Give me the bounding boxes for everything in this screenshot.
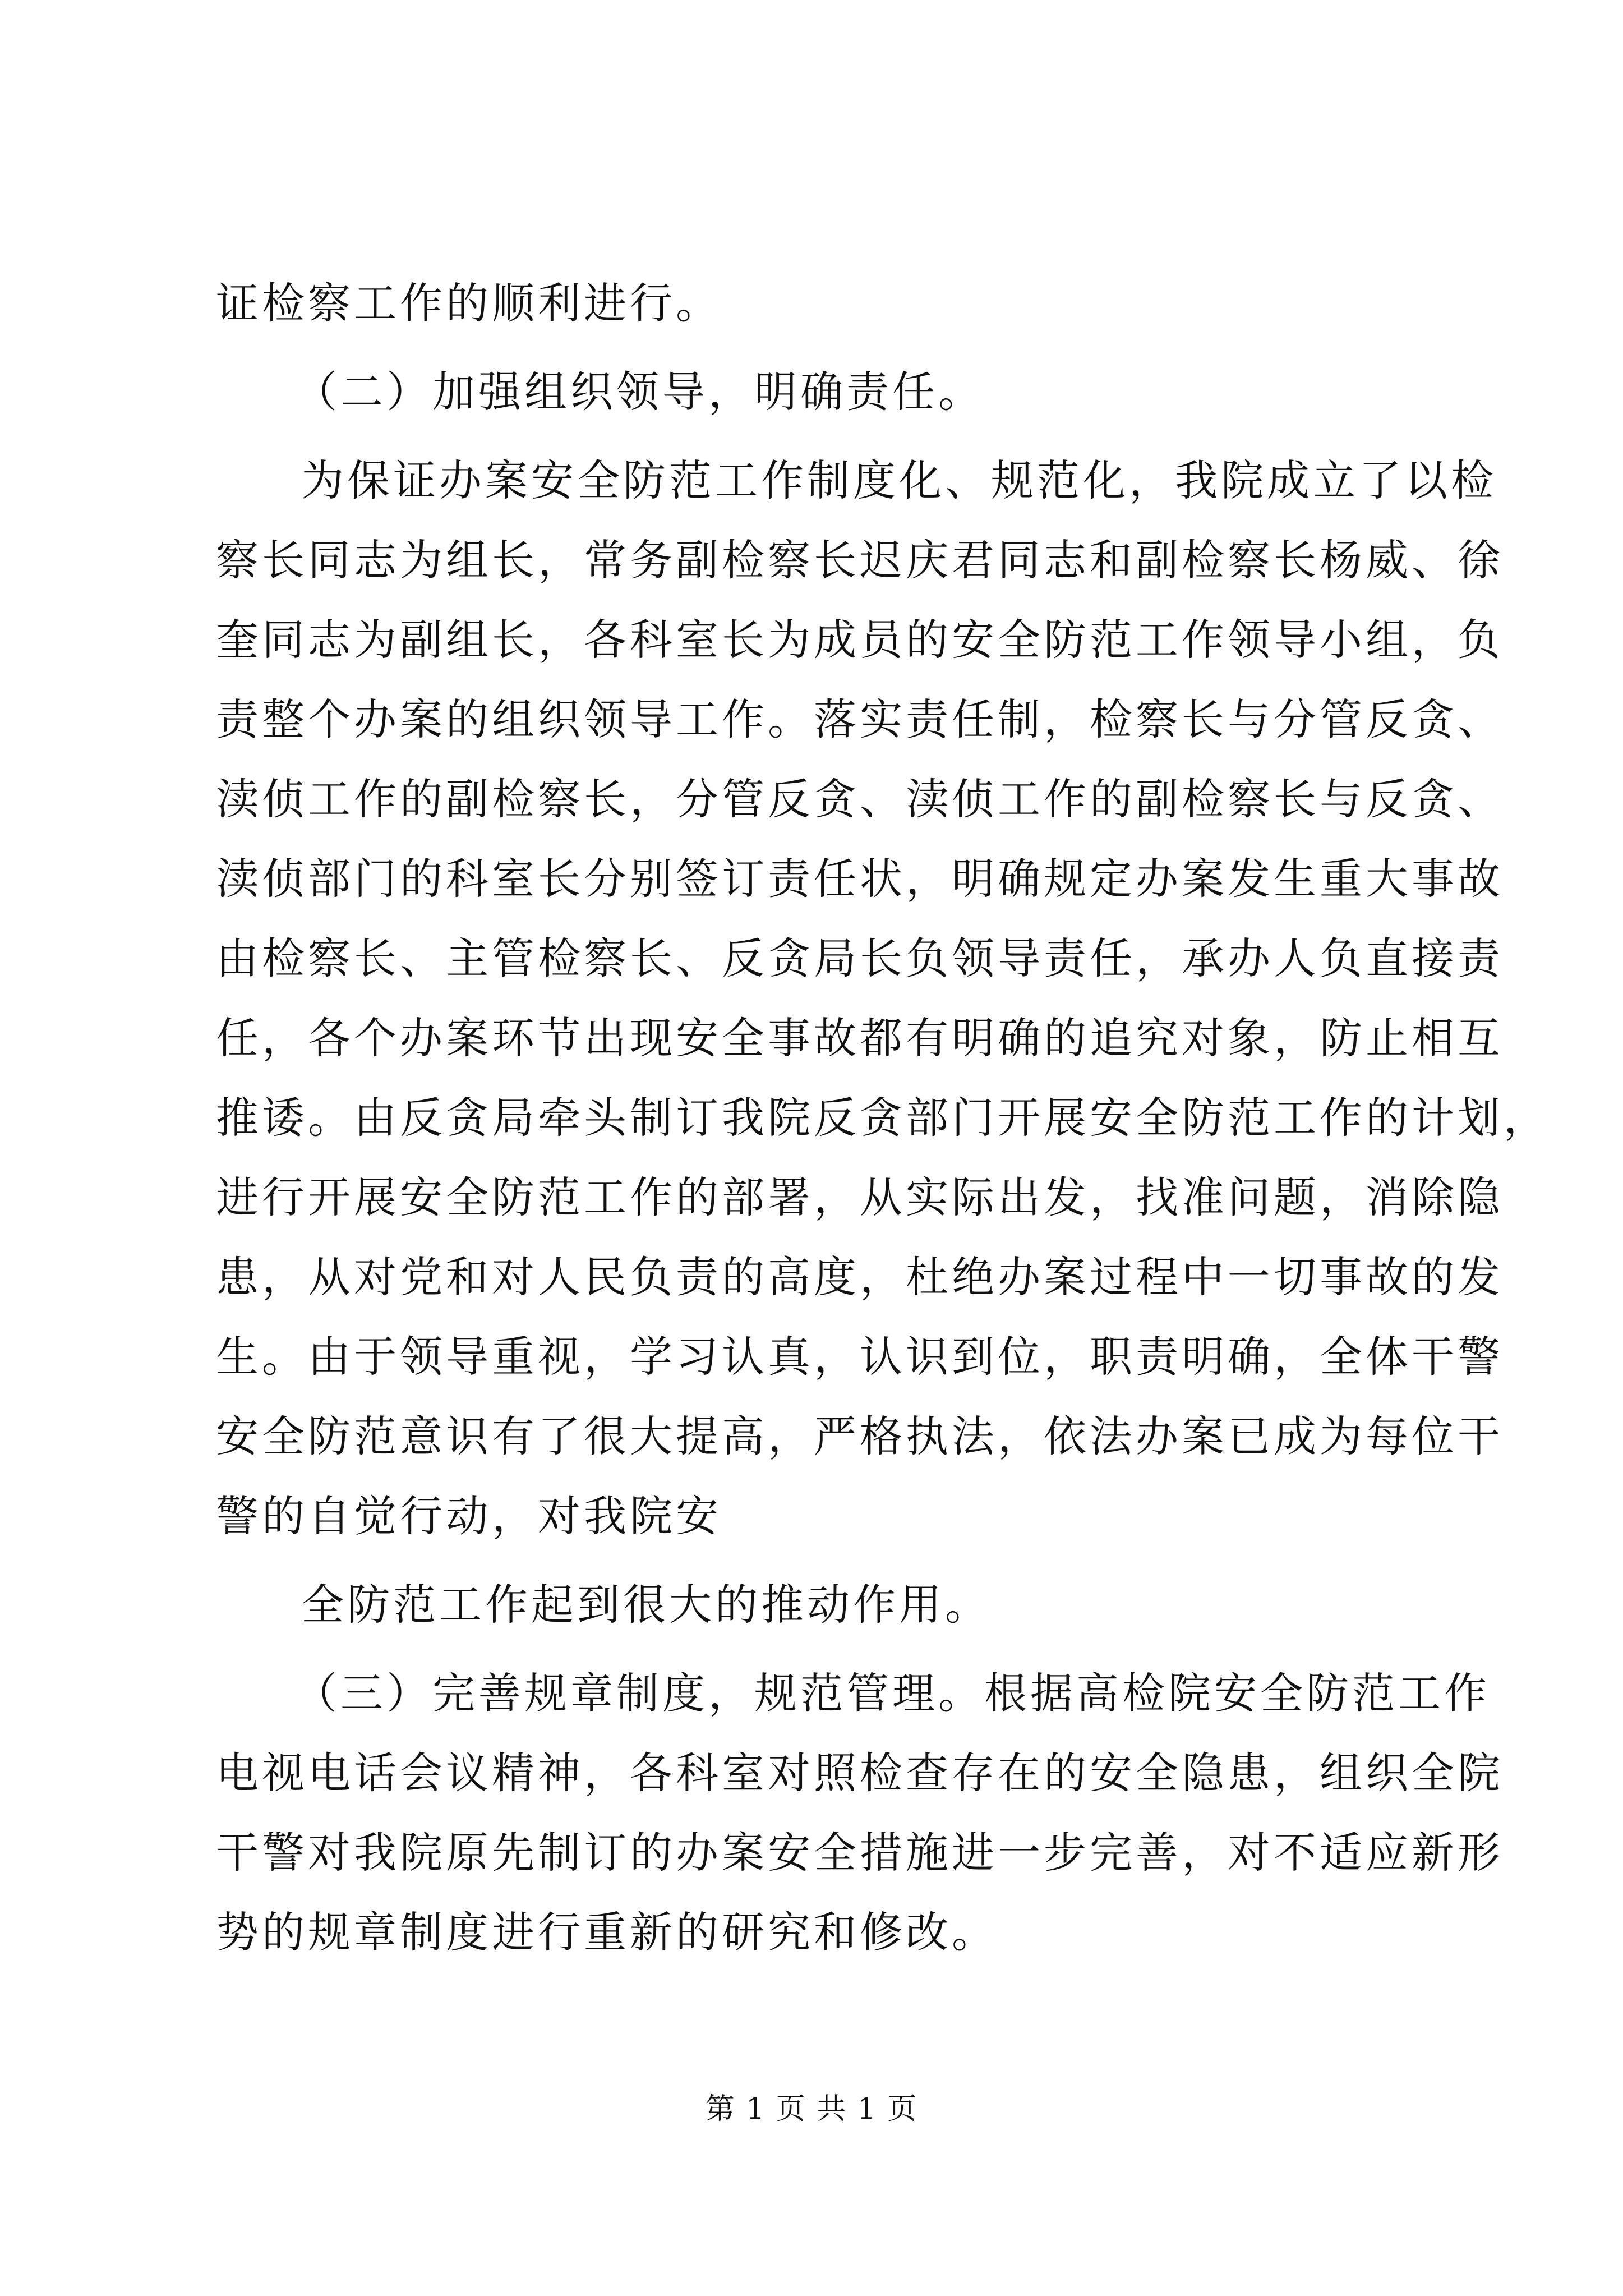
text-line: 任，各个办案环节出现安全事故都有明确的追究对象，防止相互 <box>216 1013 1504 1063</box>
text-line: 渎侦部门的科室长分别签订责任状，明确规定办案发生重大事故 <box>216 854 1504 904</box>
document-body <box>216 264 1550 1981</box>
page-number-footer: 第 1 页 共 1 页 <box>705 2092 918 2126</box>
text-line: 干警对我院原先制订的办案安全措施进一步完善，对不适应新形 <box>216 1828 1504 1878</box>
text-line: 察长同志为组长，常务副检察长迟庆君同志和副检察长杨威、徐 <box>216 535 1504 585</box>
text-line: 渎侦工作的副检察长，分管反贪、渎侦工作的副检察长与反贪、 <box>216 774 1504 824</box>
section-heading-2 <box>216 352 1408 432</box>
text-line: 势的规章制度进行重新的研究和修改。 <box>216 1907 998 1957</box>
text-line: 奎同志为副组长，各科室长为成员的安全防范工作领导小组，负 <box>216 615 1504 665</box>
text-line: 进行开展安全防范工作的部署，从实际出发，找准问题，消除隐 <box>216 1172 1504 1222</box>
text-line: 电视电话会议精神，各科室对照检查存在的安全隐患，组织全院 <box>216 1748 1504 1798</box>
text-line: 安全防范意识有了很大提高，严格执法，依法办案已成为每位干 <box>216 1411 1504 1461</box>
text-line: 患，从对党和对人民负责的高度，杜绝办案过程中一切事故的发 <box>216 1252 1504 1302</box>
text-line: （三）完善规章制度，规范管理。根据高检院安全防范工作 <box>294 1668 1490 1718</box>
section-heading-3-paragraph <box>216 1654 1504 1972</box>
text-line: 生。由于领导重视，学习认真，认识到位，职责明确，全体干警 <box>216 1332 1504 1382</box>
text-line: 证检察工作的顺利进行。 <box>216 278 722 328</box>
paragraph-continuation <box>216 264 1408 343</box>
paragraph-fragment <box>216 1565 1408 1645</box>
text-line: 全防范工作起到很大的推动作用。 <box>301 1580 991 1630</box>
text-line: 推诿。由反贪局牵头制订我院反贪部门开展安全防范工作的计划， <box>216 1093 1550 1143</box>
text-line: （二）加强组织领导，明确责任。 <box>294 367 984 417</box>
paragraph-organization <box>216 441 1550 1556</box>
text-line: 由检察长、主管检察长、反贪局长负领导责任，承办人负直接责 <box>216 933 1504 983</box>
text-line: 警的自觉行动，对我院安 <box>216 1491 722 1541</box>
text-line: 为保证办案安全防范工作制度化、规范化，我院成立了以检 <box>301 455 1497 505</box>
text-line: 责整个办案的组织领导工作。落实责任制，检察长与分管反贪、 <box>216 694 1504 744</box>
